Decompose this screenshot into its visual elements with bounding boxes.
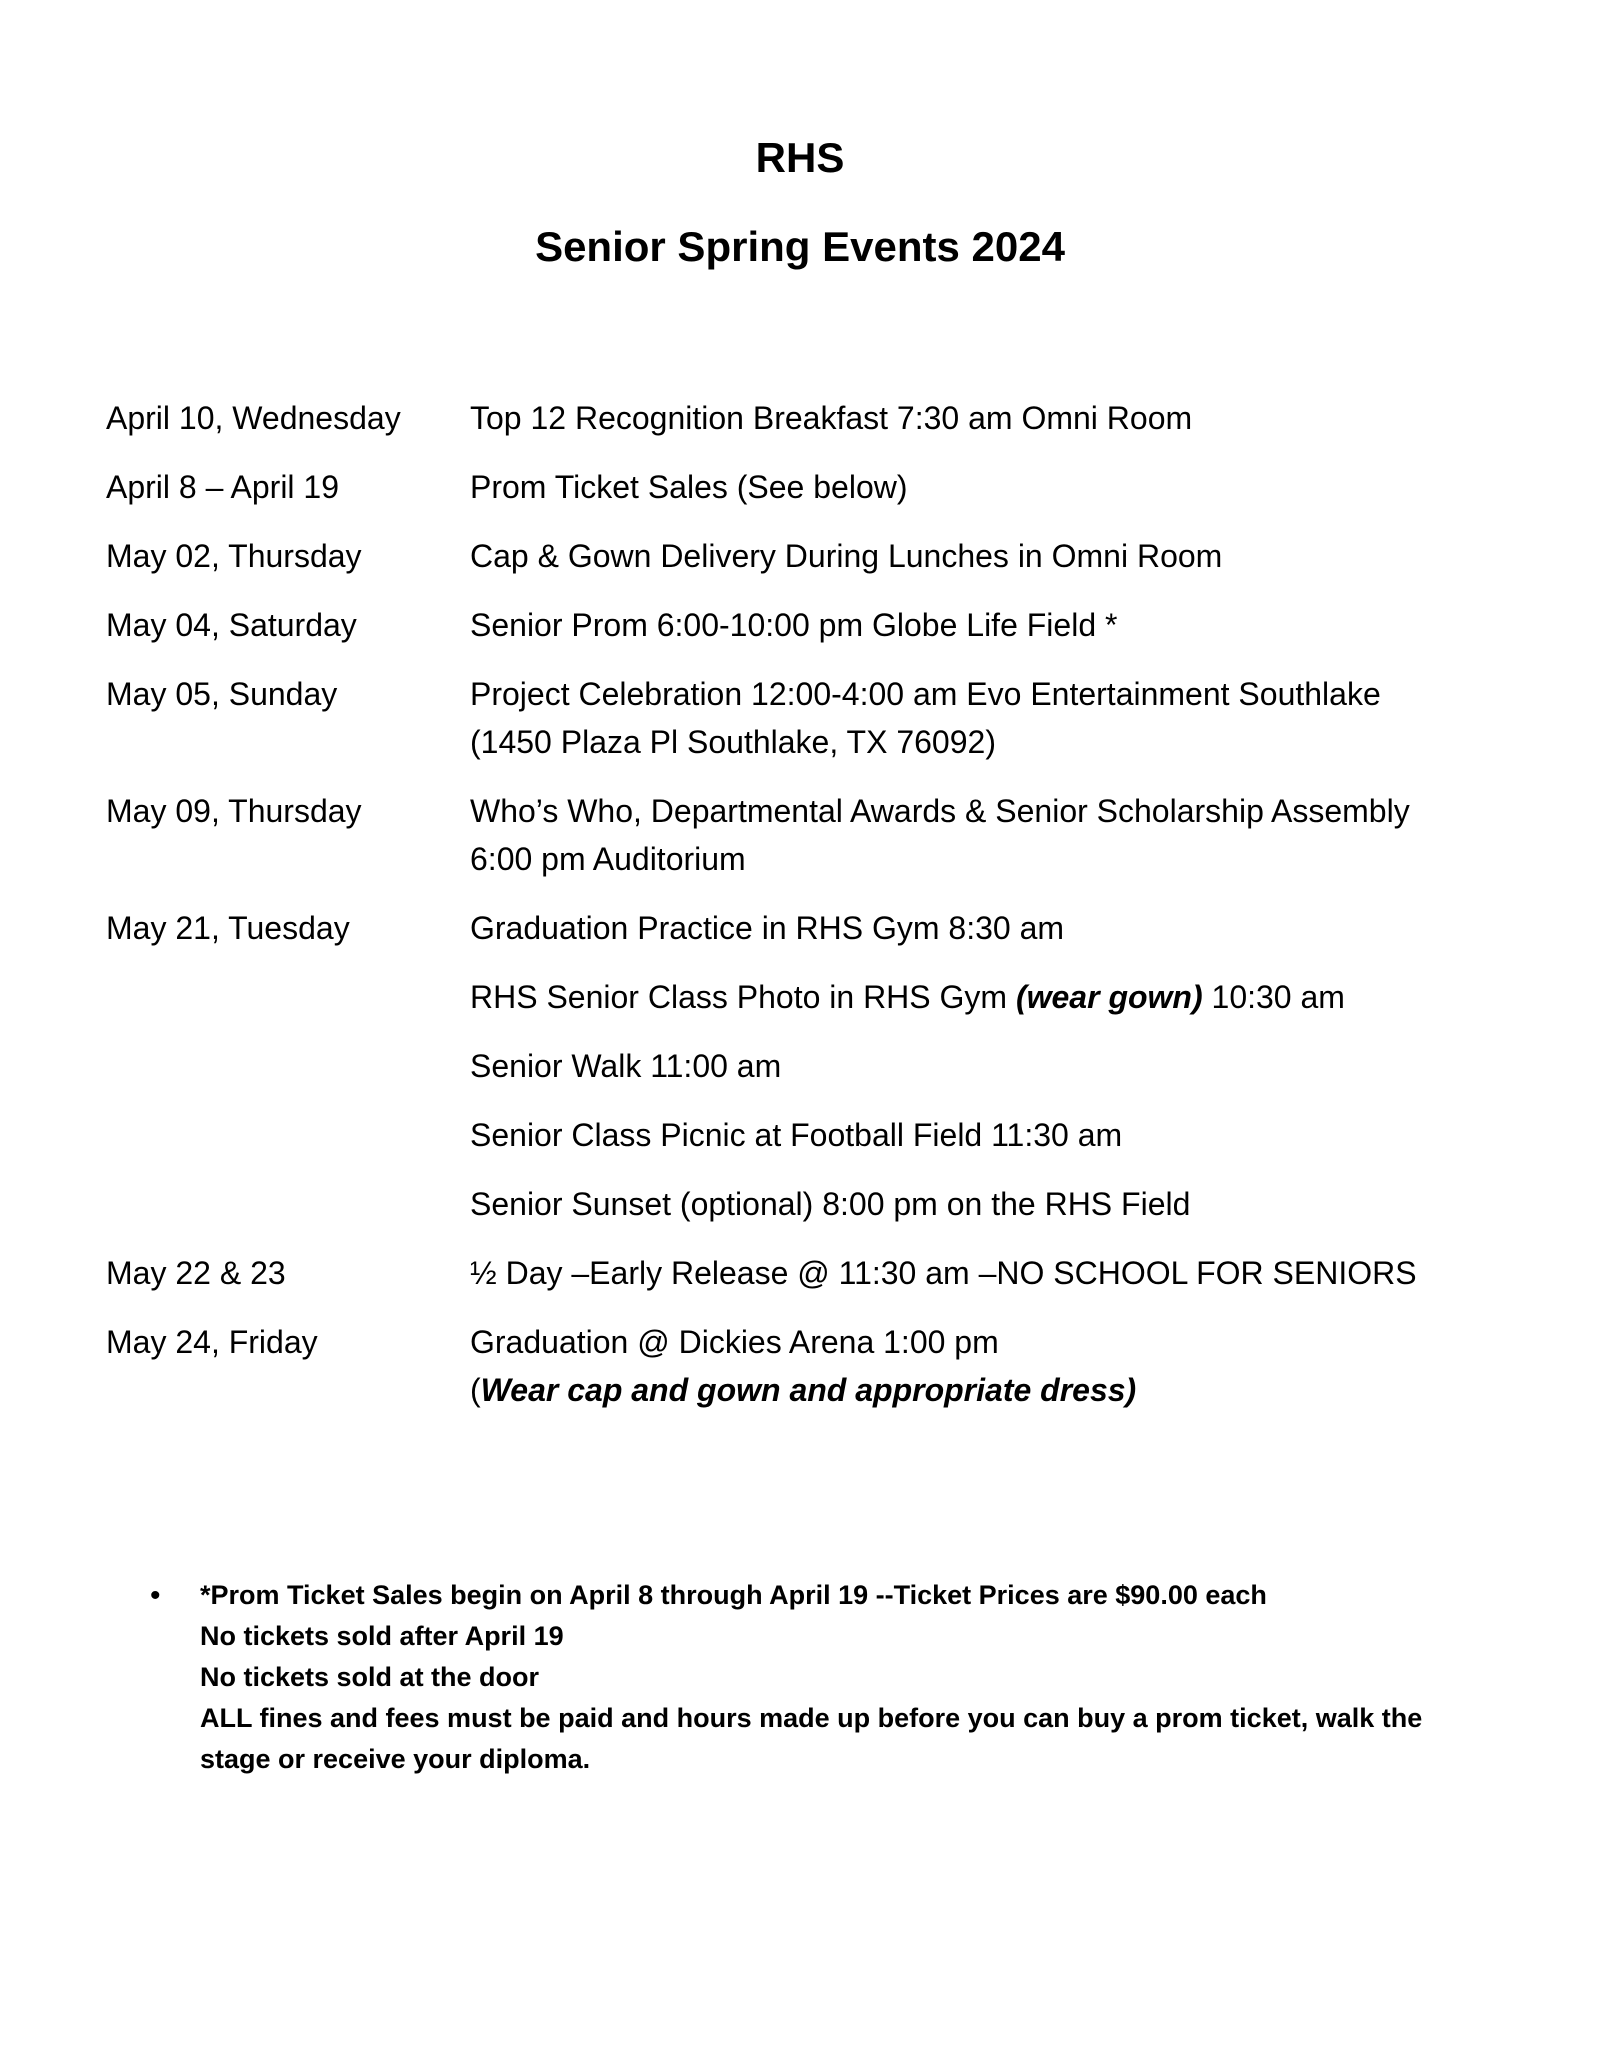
note-text: [200, 1575, 1480, 1780]
event-description: [470, 532, 1526, 580]
event-row: [106, 1042, 1526, 1090]
event-row: [106, 1111, 1526, 1159]
event-description: [470, 973, 1526, 1021]
note-line: stage or receive your diploma.: [200, 1744, 591, 1774]
event-description: [470, 1111, 1526, 1159]
note-line: No tickets sold at the door: [200, 1662, 540, 1692]
event-row: [106, 601, 1526, 649]
event-description-line: Senior Class Picnic at Football Field 11:30 am: [470, 1117, 1123, 1153]
dress-note-paren: (: [470, 1372, 481, 1408]
event-description: [470, 1318, 1526, 1414]
event-description: [470, 904, 1526, 952]
event-date: April 8 – April 19: [106, 469, 340, 505]
note-line: *Prom Ticket Sales begin on April 8 through April 19 --Ticket Prices are $90.00 each: [200, 1580, 1267, 1610]
event-address-line: (1450 Plaza Pl Southlake, TX 76092): [470, 724, 996, 760]
event-description: [470, 601, 1526, 649]
event-date: May 09, Thursday: [106, 793, 362, 829]
photo-time: 10:30 am: [1202, 979, 1345, 1015]
note-line: No tickets sold after April 19: [200, 1621, 564, 1651]
events-schedule: [106, 394, 1526, 1435]
event-description-line: Senior Sunset (optional) 8:00 pm on the RHS Field: [470, 1186, 1191, 1222]
event-date: May 24, Friday: [106, 1324, 318, 1360]
event-row: [106, 394, 1526, 442]
event-row: [106, 1180, 1526, 1228]
event-description: [470, 787, 1526, 883]
event-description-line: Graduation @ Dickies Arena 1:00 pm: [470, 1324, 999, 1360]
event-description: [470, 1042, 1526, 1090]
event-row: [106, 1318, 1526, 1414]
dress-note: [470, 1366, 1526, 1414]
event-row: [106, 532, 1526, 580]
event-description-line: Who’s Who, Departmental Awards & Senior Scholarship Assembly: [470, 793, 1410, 829]
event-description-line: Senior Prom 6:00-10:00 pm Globe Life Field *: [470, 607, 1118, 643]
event-date: April 10, Wednesday: [106, 400, 401, 436]
event-date: [106, 973, 470, 1021]
event-description-line: Senior Walk 11:00 am: [470, 1048, 782, 1084]
wear-gown-note: (wear gown): [1015, 979, 1203, 1015]
prom-ticket-notes: [150, 1575, 1480, 1780]
event-description-line: Top 12 Recognition Breakfast 7:30 am Omni Room: [470, 400, 1193, 436]
event-date: May 04, Saturday: [106, 607, 357, 643]
event-description: [470, 670, 1526, 766]
dress-note-text: Wear cap and gown and appropriate dress): [480, 1372, 1137, 1408]
photo-text: RHS Senior Class Photo in RHS Gym: [470, 979, 1016, 1015]
event-row: [106, 904, 1526, 952]
event-date: May 05, Sunday: [106, 676, 338, 712]
event-description-line: Project Celebration 12:00-4:00 am Evo Entertainment Southlake: [470, 676, 1381, 712]
event-date: May 22 & 23: [106, 1255, 286, 1291]
event-row: [106, 463, 1526, 511]
school-title: RHS: [755, 134, 845, 181]
event-row: [106, 670, 1526, 766]
event-description: [470, 1180, 1526, 1228]
event-row: [106, 973, 1526, 1021]
document-title: Senior Spring Events 2024: [535, 223, 1065, 270]
event-description: [470, 463, 1526, 511]
event-date: [106, 1180, 470, 1228]
event-description-line: [470, 973, 1526, 1021]
event-date: [106, 1111, 470, 1159]
event-row: [106, 1249, 1526, 1297]
event-time-line: 6:00 pm Auditorium: [470, 841, 746, 877]
event-date: May 02, Thursday: [106, 538, 362, 574]
bullet-icon: •: [150, 1579, 161, 1612]
event-date: [106, 1042, 470, 1090]
event-description-line: Cap & Gown Delivery During Lunches in Omni Room: [470, 538, 1223, 574]
event-description: [470, 394, 1526, 442]
event-description: [470, 1249, 1526, 1297]
note-line: ALL fines and fees must be paid and hours made up before you can buy a prom ticket, walk the: [200, 1703, 1423, 1733]
event-description-line: Graduation Practice in RHS Gym 8:30 am: [470, 910, 1065, 946]
event-date: May 21, Tuesday: [106, 910, 350, 946]
event-description-line: Prom Ticket Sales (See below): [470, 469, 908, 505]
event-row: [106, 787, 1526, 883]
event-description-line: ½ Day –Early Release @ 11:30 am –NO SCHOOL FOR SENIORS: [470, 1255, 1417, 1291]
